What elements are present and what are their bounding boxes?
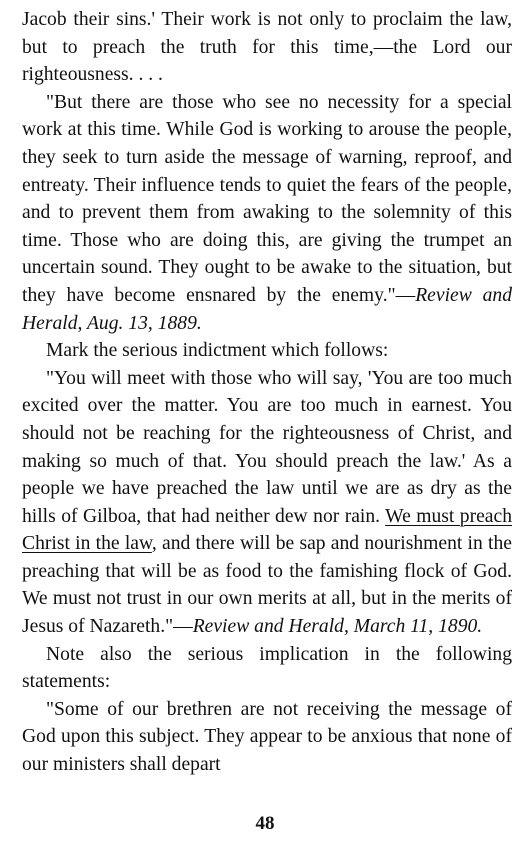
paragraph-1-text: Jacob their sins.' Their work is not only to proclaim the law, but to preach the truth for this time,—the Lord our righteousness. . . . <box>22 9 512 86</box>
paragraph-4-text-b: , and there will be sap and nourishment in the preaching that will be as food to the famishing flock of God. We must not trust in our own merits at all, but in the merits of Jesus of Nazareth."— <box>22 533 512 638</box>
paragraph-2 <box>22 89 512 337</box>
paragraph-4-citation: Review and Herald, March 11, 1890. <box>192 616 483 638</box>
paragraph-4 <box>22 365 512 641</box>
paragraph-2-text: "But there are those who see no necessity for a special work at this time. While God is working to arouse the people, they seek to turn aside the message of warning, reproof, and entreaty. Their influence tends to quiet the fears of the people, and to prevent them from awaking to the solemnity of this time. Those who are doing this, are giving the trumpet an uncertain sound. They ought to be awake to the situation, but they have become ensnared by the enemy."— <box>22 91 512 306</box>
paragraph-3 <box>22 337 512 365</box>
paragraph-1 <box>22 6 512 89</box>
paragraph-4-underlined: We must preach Christ in the law <box>22 505 513 555</box>
paragraph-5 <box>22 641 512 696</box>
paragraph-5-text: Note also the serious implication in the following statements: <box>22 643 512 693</box>
paragraph-6 <box>22 696 512 779</box>
paragraph-4-text-a: "You will meet with those who will say, 'You are too much excited over the matter. You are too much in earnest. You should not be reaching for the righteousness of Christ, and making so much of that. You should preach the law.' As a people we have preached the law until we are as dry as the hills of Gilboa, that had neither dew nor rain. <box>22 367 512 527</box>
page-number: 48 <box>255 813 275 834</box>
paragraph-6-text: "Some of our brethren are not receiving the message of God upon this subject. They appear to be anxious that none of our ministers shall depart <box>22 698 512 776</box>
page-body <box>22 6 512 779</box>
paragraph-2-citation: Review and Herald, Aug. 13, 1889. <box>22 284 512 334</box>
paragraph-3-text: Mark the serious indictment which follows: <box>46 340 389 362</box>
